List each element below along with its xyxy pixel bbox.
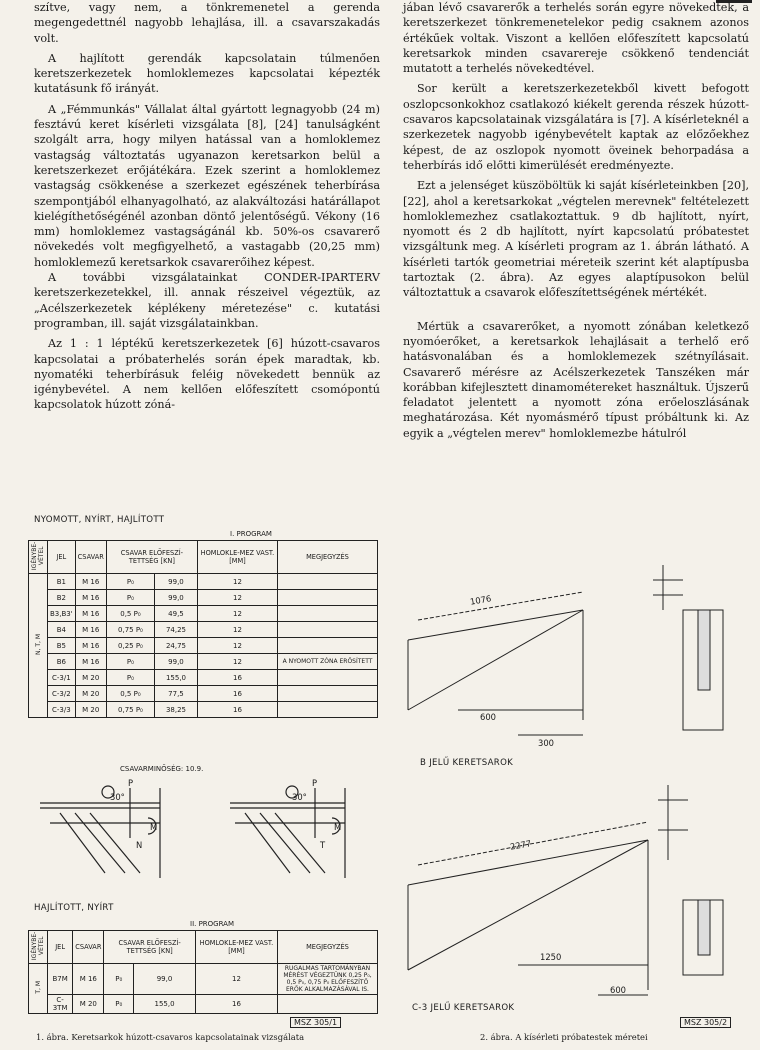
table-cell: 0,5 P₀ [106, 686, 154, 702]
table-cell: 38,25 [155, 702, 198, 718]
table-row [29, 622, 378, 638]
table-cell: 0,75 P₀ [106, 622, 154, 638]
table-cell: 99,0 [155, 590, 198, 606]
col-header: MEGJEGYZÉS [278, 541, 378, 574]
sketch-label: T [320, 840, 326, 850]
table-cell: M 16 [75, 574, 106, 590]
table-cell: M 16 [75, 638, 106, 654]
table-cell: P₀ [106, 654, 154, 670]
table-cell: 99,0 [155, 574, 198, 590]
table-row [29, 590, 378, 606]
table-row [29, 654, 378, 670]
table-cell: B5 [48, 638, 76, 654]
table-cell [278, 670, 378, 686]
table-cell: 99,0 [134, 964, 196, 995]
table-cell: M 16 [75, 590, 106, 606]
col-header: CSAVAR ELŐFESZÍ-TETTSÉG [KN] [106, 541, 197, 574]
c3-frame-label: C-3 JELŰ KERETSAROK [412, 1003, 515, 1013]
table-cell [278, 702, 378, 718]
load-type-cell: N, T, M [29, 574, 48, 718]
table-cell: 77,5 [155, 686, 198, 702]
dimension-label: 1076 [469, 593, 493, 607]
table-cell: A NYOMOTT ZÓNA ERŐSÍTETT [278, 654, 378, 670]
table-row [29, 964, 378, 995]
col-header: JEL [48, 931, 73, 964]
table-cell: M 20 [75, 686, 106, 702]
table-cell [278, 574, 378, 590]
table-cell: 155,0 [134, 995, 196, 1014]
table-cell: 0,5 P₀ [106, 606, 154, 622]
paragraph: A „Fémmunkás" Vállalat által gyártott legnagyobb (24 m) fesztávú keret kísérleti vizsgálata [8], [24] tanulságként szolgált arra, hogy milyen hatással van a homloklemez vastagság változtatás ugyanazon keretsarkon belül a keretszerkezet erőjátékára. Ezek szerint a homloklemez vastagság csökkenése a szerkezet egészének teherbírása szempontjából elhanyagolható, az alakváltozási határállapot kielégíthetőségénél azonban döntő jelentőségű. Vékony (16 mm) homloklemez vastagságánál kb. 50%-os csavarerő növekedés volt megfigyelhető, a vastagabb (20,25 mm) homloklemezű keretsarkok csavarerőihez képest. [34, 102, 380, 269]
table-cell: 0,25 P₀ [106, 638, 154, 654]
table-cell: M 16 [73, 964, 104, 995]
b-frame-corner-drawing [398, 550, 753, 750]
paragraph: Sor került a keretszerkezetekből kivett befogott oszlopcsonkokhoz csatlakozó kiékelt gerenda részek húzott-csavaros kapcsolatainak vizsgálatára is [7]. A kísérleteknél a szerkezetek nagyobb igénybevételt kaptak az előzőekhez képest, de az oszlopok nyomott öveinek behorpadása a teherbírás idő előtti kimerülését eredményezte. [403, 82, 749, 172]
figure1-caption: 1. ábra. Keretsarkok húzott-csavaros kapcsolatainak vizsgálata [36, 1032, 305, 1042]
program2-title: II. PROGRAM [190, 920, 235, 928]
col-header: JEL [48, 541, 76, 574]
table-cell: B7M [48, 964, 73, 995]
table-cell [278, 590, 378, 606]
table-cell: C-3/3 [48, 702, 76, 718]
sketch-label: M [334, 822, 342, 832]
table-cell [278, 995, 378, 1014]
program1-title: I. PROGRAM [230, 530, 272, 538]
msz-stamp: MSZ 305/1 [290, 1017, 341, 1028]
col-header: MEGJEGYZÉS [278, 931, 378, 964]
table-cell: 16 [197, 686, 277, 702]
side-header: IGÉNYBE-VÉTEL [29, 541, 48, 574]
table-row [29, 702, 378, 718]
sketch-label: P [128, 778, 134, 788]
figure1-heading: NYOMOTT, NYÍRT, HAJLÍTOTT [34, 515, 165, 525]
paragraph: Mértük a csavarerőket, a nyomott zónában keletkező nyomóerőket, a keretsarkok lehajlásait a terhelő erő hatásvonalában és a homloklemezek szétnyílásait. Csavarerő mérésre az Acélszerkezetek Tanszéken már korábban kifejlesztett dinamométereket használtuk. Újszerű feladatot jelentett a nyomott zóna erőeloszlásának meghatározása. Két nyomásmérő típust próbáltunk ki. Az egyik a „végtelen merev" homloklemezbe hátulról [403, 319, 749, 440]
table-cell: M 20 [73, 995, 104, 1014]
table-row [29, 995, 378, 1014]
table-cell: B4 [48, 622, 76, 638]
table-cell: 12 [197, 654, 277, 670]
sketch-label: 30° [292, 792, 307, 802]
table-cell [278, 622, 378, 638]
figure2-caption: 2. ábra. A kísérleti próbatestek méretei [480, 1032, 648, 1042]
table-cell: C-3/2 [48, 686, 76, 702]
table-cell: 155,0 [155, 670, 198, 686]
paragraph: jában lévő csavarerők a terhelés során egyre növekedtek, a keretszerkezet tönkremenetelekor pedig csaknem azonos értékűek voltak. Viszont a kellően előfeszített kapcsolatú keretsarkok minden csavarereje csökkenő tendenciát mutatott a terhelés növekedtével. [403, 1, 749, 76]
table-cell [278, 638, 378, 654]
sketch-label: M [150, 822, 158, 832]
program1-table [28, 540, 378, 718]
dimension-label: 300 [538, 738, 554, 748]
right-text-column [403, 0, 749, 441]
table-cell: 12 [197, 622, 277, 638]
table-cell: 12 [197, 638, 277, 654]
table-cell: 0,75 P₀ [106, 702, 154, 718]
table-cell: 12 [197, 590, 277, 606]
table-row [29, 686, 378, 702]
dimension-label: 1250 [540, 952, 562, 962]
c3-frame-corner-drawing [398, 770, 753, 1010]
table-cell: M 20 [75, 702, 106, 718]
table-cell: 16 [197, 702, 277, 718]
table-cell: P₀ [106, 590, 154, 606]
table-cell: P₀ [104, 995, 134, 1014]
table-cell: 12 [197, 606, 277, 622]
paragraph: A hajlított gerendák kapcsolatain túlmenően keretszerkezetek homloklemezes kapcsolatai képezték kutatásunk fő irányát. [34, 51, 380, 96]
col-header: CSAVAR ELŐFESZÍ-TETTSÉG [KN] [104, 931, 196, 964]
table-cell: M 16 [75, 606, 106, 622]
paragraph: szítve, vagy nem, a tönkremenetel a gerenda megengedettnél nagyobb lehajlása, ill. a csavarszakadás volt. [34, 1, 380, 45]
table-cell: B6 [48, 654, 76, 670]
table-cell [278, 606, 378, 622]
table-cell: C-3TM [48, 995, 73, 1014]
table-cell: B3,B3' [48, 606, 76, 622]
sketch-label: 30° [110, 792, 125, 802]
frame-corner-sketches [30, 778, 370, 888]
table-cell: 24,75 [155, 638, 198, 654]
table-cell: P₀ [104, 964, 134, 995]
table-row [29, 638, 378, 654]
table-cell: 99,0 [155, 654, 198, 670]
paragraph: A további vizsgálatainkat CONDER-IPARTERV keretszerkezetekkel, ill. annak részeivel végeztük, az „Acélszerkezetek képlékeny méretezése" c. kutatási programban, ill. saját vizsgálatainkban. [34, 271, 380, 330]
table-cell: 12 [195, 964, 277, 995]
paragraph: Az 1 : 1 léptékű keretszerkezetek [6] húzott-csavaros kapcsolatai a próbaterhelés során épek maradtak, kb. nyomatéki teherbírásuk feléig növekedett bennük az igénybevétel. A nem kellően előfeszített csomópontú kapcsolatok húzott zóná- [34, 337, 380, 412]
dimension-label: 2277 [509, 838, 533, 852]
table-cell: 16 [197, 670, 277, 686]
table-cell: M 20 [75, 670, 106, 686]
dimension-label: 600 [610, 985, 626, 995]
table-cell: P₀ [106, 574, 154, 590]
sketch-label: P [312, 778, 318, 788]
msz-stamp: MSZ 305/2 [680, 1017, 731, 1028]
col-header: HOMLOKLE-MEZ VAST. [MM] [197, 541, 277, 574]
dimension-label: 600 [480, 712, 496, 722]
table-cell [278, 686, 378, 702]
b-frame-label: B JELŰ KERETSAROK [420, 758, 514, 768]
table-cell: C-3/1 [48, 670, 76, 686]
table-cell: M 16 [75, 622, 106, 638]
load-type-cell: T, M [29, 964, 48, 1014]
bolt-quality: CSAVARMINŐSÉG: 10.9. [120, 765, 204, 773]
table-cell: B2 [48, 590, 76, 606]
table-cell: 12 [197, 574, 277, 590]
left-text-column [34, 0, 380, 413]
table-row [29, 574, 378, 590]
table-cell: M 16 [75, 654, 106, 670]
side-header: IGÉNYBE-VÉTEL [29, 931, 48, 964]
table-cell: P₀ [106, 670, 154, 686]
table-cell: B1 [48, 574, 76, 590]
paragraph: Ezt a jelenséget küszöböltük ki saját kísérleteinkben [20], [22], ahol a keretsarkokat „végtelen merevnek" feltételezett homloklemezhez csatlakoztattuk. 9 db hajlított, nyírt, nyomott és 2 db hajlított, nyírt kapcsolatú próbatestet vizsgáltunk meg. A kísérleti program az 1. ábrán látható. A kísérleti tartók geometriai méreteik szerint két alaptípusba tartoztak (2. ábra). Az egyes alaptípusokon belül változtattuk a csavarok előfeszítettségének mértékét. [403, 179, 749, 300]
col-header: HOMLOKLE-MEZ VAST. [MM] [195, 931, 277, 964]
col-header: CSAVAR [73, 931, 104, 964]
table-row [29, 670, 378, 686]
table-cell: 74,25 [155, 622, 198, 638]
program2-table [28, 930, 378, 1014]
sketch-label: N [136, 840, 143, 850]
col-header: CSAVAR [75, 541, 106, 574]
table-cell: 49,5 [155, 606, 198, 622]
figure1-heading2: HAJLÍTOTT, NYÍRT [34, 903, 114, 913]
table-cell: RUGALMAS TARTOMÁNYBAN MÉRÉST VÉGEZTÜNK 0,25 P₀, 0,5 P₀, 0,75 P₀ ELŐFESZÍTŐ ERŐK ALKALMAZÁSÁVAL IS. [278, 964, 378, 995]
table-cell: 16 [195, 995, 277, 1014]
table-row [29, 606, 378, 622]
